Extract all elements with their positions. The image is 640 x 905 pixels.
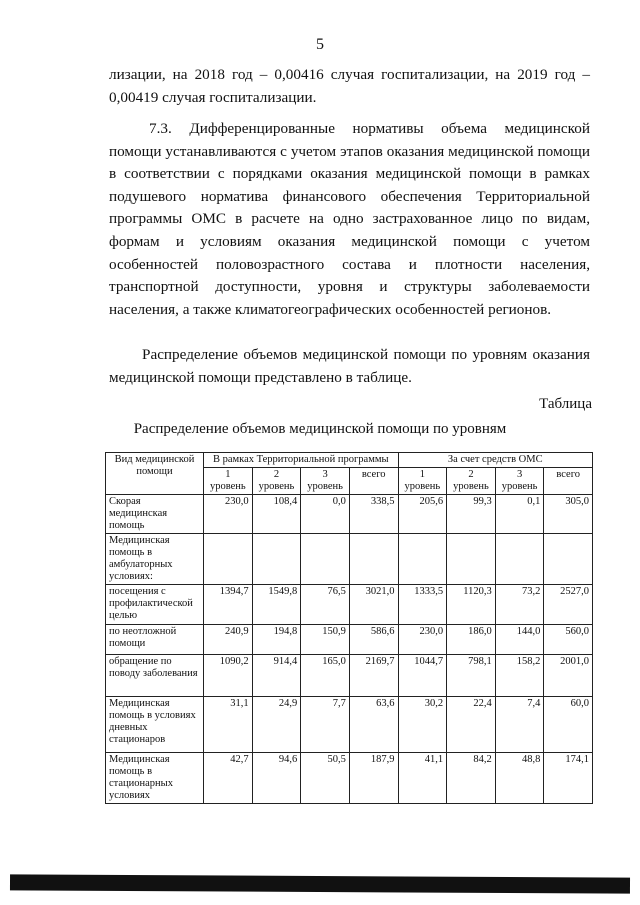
cell-value: 150,9 bbox=[301, 625, 350, 655]
header-oms-funds: За счет средств ОМС bbox=[398, 453, 593, 468]
cell-value: 144,0 bbox=[495, 625, 544, 655]
row-label: Медицинская помощь в амбулаторных условиях: bbox=[106, 534, 204, 585]
subheader-level-3: 3 уровень bbox=[301, 468, 350, 495]
cell-value bbox=[447, 534, 496, 585]
table-title: Распределение объемов медицинской помощи по уровням bbox=[133, 421, 507, 437]
paragraph-distribution-intro: Распределение объемов медицинской помощи по уровням оказания медицинской помощи представлено в таблице. bbox=[109, 346, 590, 386]
cell-value bbox=[204, 534, 253, 585]
cell-value: 50,5 bbox=[301, 753, 350, 804]
subheader-total: всего bbox=[544, 468, 593, 495]
cell-value: 1090,2 bbox=[204, 655, 253, 697]
row-label: посещения с профилактической целью bbox=[106, 585, 204, 625]
table-header-row bbox=[106, 453, 593, 468]
cell-value: 187,9 bbox=[349, 753, 398, 804]
cell-value: 240,9 bbox=[204, 625, 253, 655]
cell-value: 7,7 bbox=[301, 697, 350, 753]
table-row bbox=[106, 585, 593, 625]
cell-value: 76,5 bbox=[301, 585, 350, 625]
header-territorial-program: В рамках Территориальной программы bbox=[204, 453, 399, 468]
cell-value: 194,8 bbox=[252, 625, 301, 655]
table-row bbox=[106, 697, 593, 753]
table-row bbox=[106, 753, 593, 804]
cell-value: 560,0 bbox=[544, 625, 593, 655]
cell-value: 1333,5 bbox=[398, 585, 447, 625]
subheader-level-2: 2 уровень bbox=[252, 468, 301, 495]
cell-value: 108,4 bbox=[252, 495, 301, 534]
cell-value: 41,1 bbox=[398, 753, 447, 804]
header-kind: Вид медицинской помощи bbox=[106, 453, 204, 495]
cell-value: 2169,7 bbox=[349, 655, 398, 697]
cell-value: 99,3 bbox=[447, 495, 496, 534]
cell-value bbox=[398, 534, 447, 585]
table-row bbox=[106, 495, 593, 534]
scan-edge-bar bbox=[10, 874, 630, 893]
cell-value: 1120,3 bbox=[447, 585, 496, 625]
cell-value: 230,0 bbox=[204, 495, 253, 534]
cell-value: 84,2 bbox=[447, 753, 496, 804]
cell-value: 0,1 bbox=[495, 495, 544, 534]
cell-value: 205,6 bbox=[398, 495, 447, 534]
cell-value: 2001,0 bbox=[544, 655, 593, 697]
cell-value: 1044,7 bbox=[398, 655, 447, 697]
subheader-level-3: 3 уровень bbox=[495, 468, 544, 495]
cell-value: 165,0 bbox=[301, 655, 350, 697]
subheader-total: всего bbox=[349, 468, 398, 495]
cell-value: 158,2 bbox=[495, 655, 544, 697]
subheader-level-2: 2 уровень bbox=[447, 468, 496, 495]
cell-value bbox=[301, 534, 350, 585]
table-row bbox=[106, 655, 593, 697]
cell-value: 174,1 bbox=[544, 753, 593, 804]
cell-value: 42,7 bbox=[204, 753, 253, 804]
cell-value bbox=[544, 534, 593, 585]
table-label: Таблица bbox=[539, 396, 592, 412]
cell-value: 1549,8 bbox=[252, 585, 301, 625]
subheader-level-1: 1 уровень bbox=[398, 468, 447, 495]
cell-value: 73,2 bbox=[495, 585, 544, 625]
cell-value: 48,8 bbox=[495, 753, 544, 804]
cell-value: 230,0 bbox=[398, 625, 447, 655]
cell-value: 3021,0 bbox=[349, 585, 398, 625]
cell-value bbox=[349, 534, 398, 585]
row-label: Скорая медицинская помощь bbox=[106, 495, 204, 534]
row-label: Медицинская помощь в стационарных условиях bbox=[106, 753, 204, 804]
cell-value: 338,5 bbox=[349, 495, 398, 534]
row-label: обращение по поводу заболевания bbox=[106, 655, 204, 697]
cell-value: 31,1 bbox=[204, 697, 253, 753]
row-label: Медицинская помощь в условиях дневных стационаров bbox=[106, 697, 204, 753]
table-row bbox=[106, 625, 593, 655]
subheader-level-1: 1 уровень bbox=[204, 468, 253, 495]
volumes-table bbox=[105, 452, 593, 804]
cell-value: 798,1 bbox=[447, 655, 496, 697]
table-row bbox=[106, 534, 593, 585]
paragraph-section-7-3: 7.3. Дифференцированные нормативы объема медицинской помощи устанавливаются с учетом этапов оказания медицинской помощи в соответствии с порядками оказания медицинской помощи в рамках подушевого норматива финансового обеспечения Территориальной программы ОМС в расчете на одно застрахованное лицо по видам, формам и условиям оказания медицинской помощи с учетом особенностей половозрастного состава и плотности населения, транспортной доступности, уровня и структуры заболеваемости населения, а также климатогеографических особенностей регионов. bbox=[109, 120, 590, 318]
page-number: 5 bbox=[316, 36, 324, 53]
cell-value: 24,9 bbox=[252, 697, 301, 753]
cell-value: 0,0 bbox=[301, 495, 350, 534]
cell-value: 30,2 bbox=[398, 697, 447, 753]
cell-value: 7,4 bbox=[495, 697, 544, 753]
cell-value: 2527,0 bbox=[544, 585, 593, 625]
cell-value: 914,4 bbox=[252, 655, 301, 697]
cell-value: 186,0 bbox=[447, 625, 496, 655]
cell-value: 1394,7 bbox=[204, 585, 253, 625]
cell-value: 60,0 bbox=[544, 697, 593, 753]
cell-value: 94,6 bbox=[252, 753, 301, 804]
cell-value bbox=[495, 534, 544, 585]
cell-value: 63,6 bbox=[349, 697, 398, 753]
cell-value: 22,4 bbox=[447, 697, 496, 753]
cell-value bbox=[252, 534, 301, 585]
paragraph-hospitalization-norms: лизации, на 2018 год – 0,00416 случая госпитализации, на 2019 год – 0,00419 случая госпитализации. bbox=[109, 66, 590, 106]
row-label: по неотложной помощи bbox=[106, 625, 204, 655]
cell-value: 305,0 bbox=[544, 495, 593, 534]
cell-value: 586,6 bbox=[349, 625, 398, 655]
